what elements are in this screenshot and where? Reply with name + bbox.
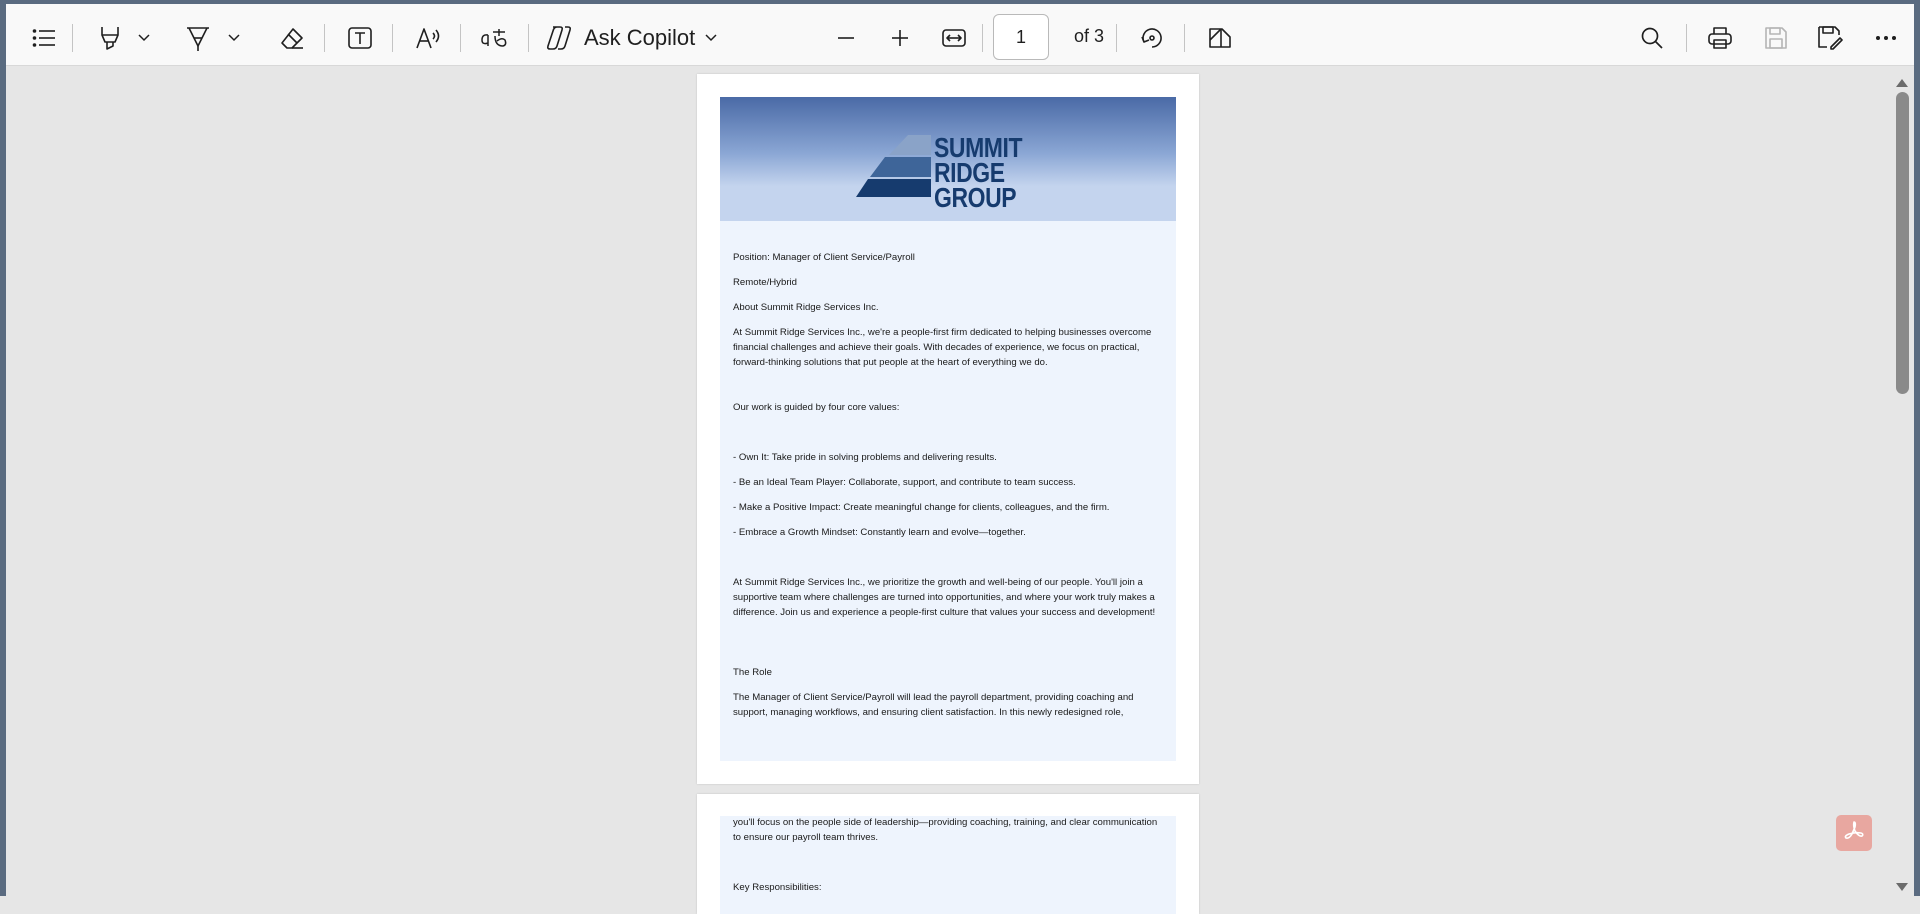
logo-line-1: SUMMIT [934,132,1023,163]
values-intro: Our work is guided by four core values: [733,402,900,413]
role-paragraph-continued: you'll focus on the people side of leadership—providing coaching, training, and clear communication to ensure our payroll team thrives. [733,817,1158,843]
fit-to-width-button[interactable] [934,20,974,56]
page-view-button[interactable] [1200,20,1240,56]
scroll-up-arrow[interactable] [1896,74,1908,92]
read-aloud-icon [415,26,441,50]
translate-icon [479,26,509,50]
pdf-page-2 [697,794,1199,914]
window-frame-left [0,0,6,896]
rotate-button[interactable] [1132,20,1172,56]
page-content [720,221,1176,761]
page-total-label: of 3 [1074,26,1105,46]
scrollbar-thumb[interactable] [1896,92,1909,394]
toolbar-separator [1686,24,1687,52]
zoom-out-button[interactable] [826,20,866,56]
about-paragraph: At Summit Ridge Services Inc., we're a people-first firm dedicated to helping businesses overcome financial challenges and achieve their goals. With decades of experience, we focus on practical, forward-thinking solutions that put people at the heart of everything we do. [733,327,1152,368]
save-as-button[interactable] [1810,20,1850,56]
acrobat-icon [1843,820,1865,847]
draw-options-dropdown[interactable] [224,20,244,56]
value-item: - Own It: Take pride in solving problems and delivering results. [733,452,997,463]
print-button[interactable] [1700,20,1740,56]
pdf-page-1 [697,74,1199,784]
copilot-icon [544,25,574,51]
highlight-options-dropdown[interactable] [134,20,154,56]
page-view-icon [1207,26,1233,50]
translate-button[interactable] [474,20,514,56]
ask-copilot-button[interactable] [544,20,717,56]
zoom-in-button[interactable] [880,20,920,56]
chevron-down-icon [138,34,150,42]
highlight-button[interactable] [90,20,130,56]
scroll-down-arrow[interactable] [1896,878,1908,896]
page-number-input[interactable] [993,14,1049,60]
position-title: Position: Manager of Client Service/Payroll [733,252,915,263]
ask-copilot-label: Ask Copilot [584,25,696,50]
value-item: - Make a Positive Impact: Create meaningful change for clients, colleagues, and the firm. [733,502,1110,513]
table-of-contents-icon [32,28,56,48]
erase-button[interactable] [272,20,312,56]
window-frame-right [1914,0,1920,896]
role-paragraph: The Manager of Client Service/Payroll will lead the payroll department, providing coaching and support, managing workflows, and ensuring client satisfaction. In this newly redesigned role, [733,692,1134,718]
search-button[interactable] [1632,20,1672,56]
role-heading: The Role [733,667,772,678]
table-of-contents-button[interactable] [24,20,64,56]
value-item: - Be an Ideal Team Player: Collaborate, support, and contribute to team success. [733,477,1076,488]
toolbar-separator [982,24,983,52]
culture-paragraph: At Summit Ridge Services Inc., we prioritize the growth and well-being of our people. You'll join a supportive team where challenges are turned into opportunities, and where your work truly makes a difference. Join us and experience a people-first culture that values your success and development! [733,577,1156,618]
toolbar-separator [460,24,461,52]
highlighter-icon [98,25,122,51]
value-item: - Embrace a Growth Mindset: Constantly learn and evolve—together. [733,527,1026,538]
save-button[interactable] [1756,20,1796,56]
save-icon [1764,26,1788,50]
rotate-icon [1139,25,1165,51]
acrobat-button[interactable] [1836,815,1872,851]
location-text: Remote/Hybrid [733,277,797,288]
toolbar-separator [528,24,529,52]
page-content [720,816,1176,914]
more-options-icon [1875,35,1897,41]
more-options-button[interactable] [1866,20,1906,56]
text-box-icon [347,26,373,50]
zoom-in-icon [890,28,910,48]
logo-line-3: GROUP [934,182,1017,213]
chevron-down-icon [705,34,717,42]
draw-button[interactable] [178,20,218,56]
fit-to-width-icon [941,27,967,49]
responsibilities-heading: Key Responsibilities: [733,882,822,893]
toolbar-separator [1116,24,1117,52]
eraser-icon [279,26,305,50]
toolbar-separator [1184,24,1185,52]
add-text-button[interactable] [340,20,380,56]
toolbar-separator [392,24,393,52]
logo-banner [720,97,1176,221]
pdf-toolbar [6,4,1914,66]
logo-line-2: RIDGE [934,157,1005,188]
toolbar-separator [72,24,73,52]
read-aloud-button[interactable] [408,20,448,56]
about-heading: About Summit Ridge Services Inc. [733,302,879,313]
search-icon [1640,26,1664,50]
toolbar-separator [324,24,325,52]
draw-icon [185,24,211,52]
save-as-icon [1817,25,1843,51]
print-icon [1707,26,1733,50]
chevron-down-icon [228,34,240,42]
zoom-out-icon [836,28,856,48]
